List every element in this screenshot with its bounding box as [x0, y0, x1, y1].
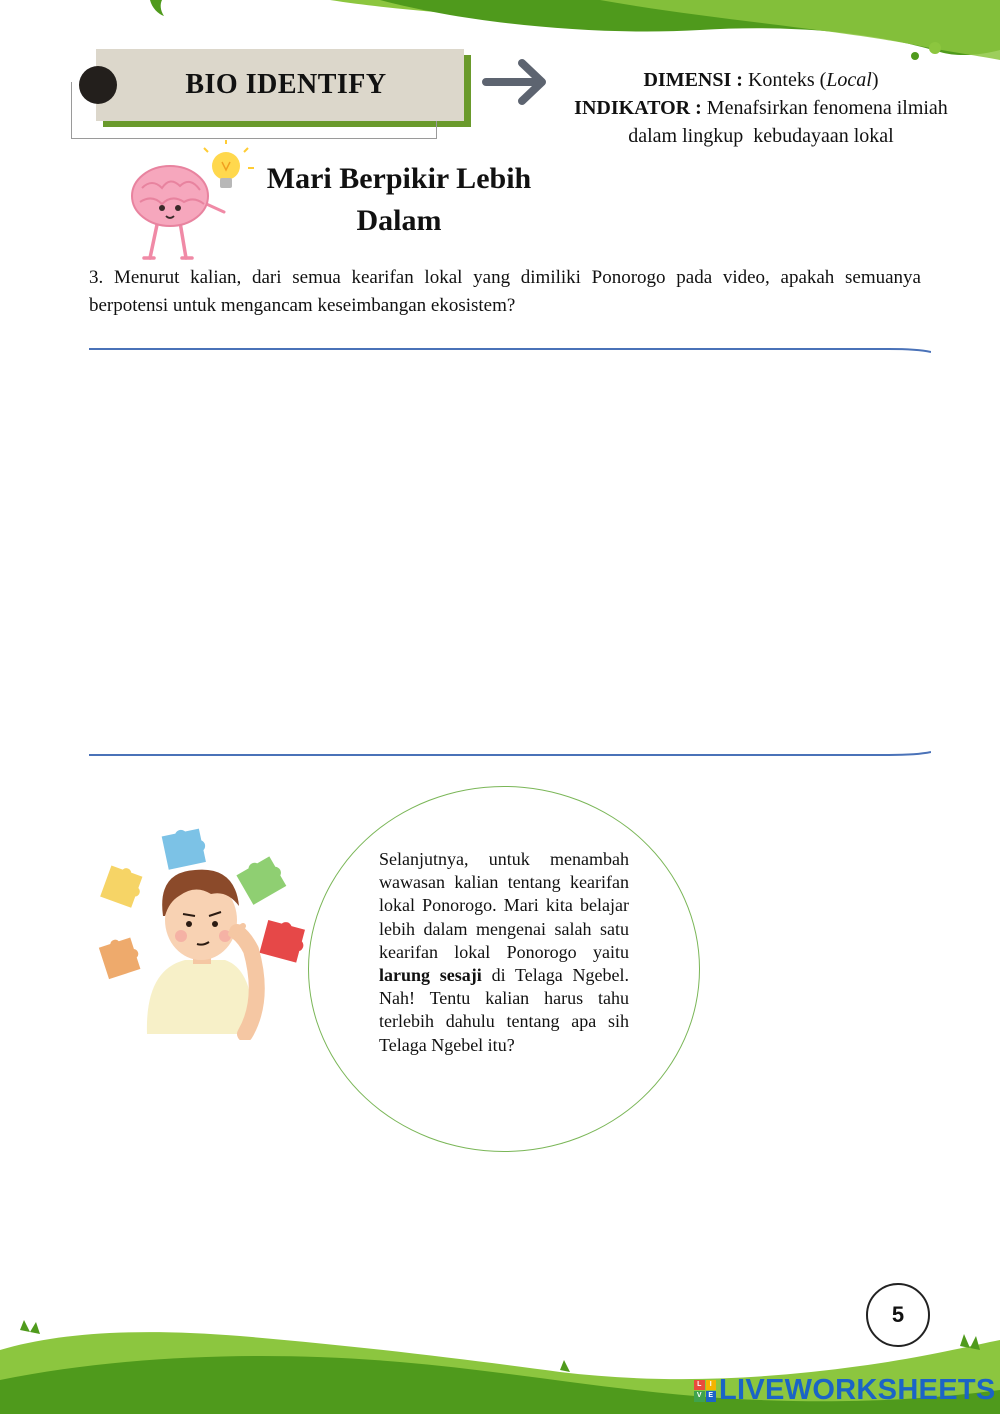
- info-bubble-text: [379, 848, 629, 1057]
- info-text-after: di Telaga Ngebel. Nah! Tentu kalian harus tahu terlebih dahulu tentang apa sih Telaga Ngebel itu?: [379, 965, 629, 1055]
- indicator-line: [548, 94, 974, 122]
- dimension-line: [548, 66, 974, 94]
- indicator-label: INDIKATOR :: [574, 97, 702, 119]
- dimension-value-suffix: ): [871, 69, 879, 91]
- answer-area-bottom-line: [89, 749, 931, 759]
- info-text-bold: larung sesaji: [379, 965, 482, 986]
- title-badge: [96, 49, 464, 121]
- info-text-before: Selanjutnya, untuk menambah wawasan kalian tentang kearifan lokal Ponorogo. Mari kita belajar lebih dalam mengenai salah satu kearifan lokal Ponorogo yaitu: [379, 849, 629, 962]
- question-text: 3. Menurut kalian, dari semua kearifan lokal yang dimiliki Ponorogo pada video, apakah semuanya berpotensi untuk mengancam keseimbangan ekosistem?: [89, 267, 921, 316]
- indicator-value-line1: Menafsirkan fenomena ilmiah: [706, 97, 948, 119]
- badge-title: BIO IDENTIFY: [185, 69, 387, 100]
- brain-lightbulb-icon: [128, 140, 258, 264]
- right-arrow-icon: [482, 57, 550, 107]
- badge-bullet-dot: [79, 66, 117, 104]
- dimension-value-italic: Local: [826, 69, 872, 91]
- thinking-boy-puzzle-illustration: [95, 820, 315, 1040]
- page-number-badge: 5: [866, 1283, 930, 1347]
- dimension-indicator-block: [548, 66, 974, 150]
- section-heading: [255, 158, 543, 242]
- indicator-value-line2: dalam lingkup kebudayaan lokal: [628, 125, 894, 147]
- section-heading-line1: Mari Berpikir Lebih: [266, 162, 532, 195]
- logo-letter-i: I: [706, 1380, 717, 1391]
- section-heading-line2: Dalam: [356, 204, 442, 237]
- dimension-value-prefix: Konteks (: [747, 69, 827, 91]
- answer-area-top-line: [89, 346, 931, 356]
- liveworksheets-brand-text: LIVEWORKSHEETS: [719, 1374, 996, 1406]
- dimension-label: DIMENSI :: [643, 69, 743, 91]
- logo-letter-l: L: [694, 1380, 705, 1391]
- logo-letter-e: E: [706, 1391, 717, 1402]
- logo-letter-v: V: [694, 1391, 705, 1402]
- liveworksheets-logo-icon: [694, 1380, 716, 1402]
- liveworksheets-logo: [694, 1374, 996, 1407]
